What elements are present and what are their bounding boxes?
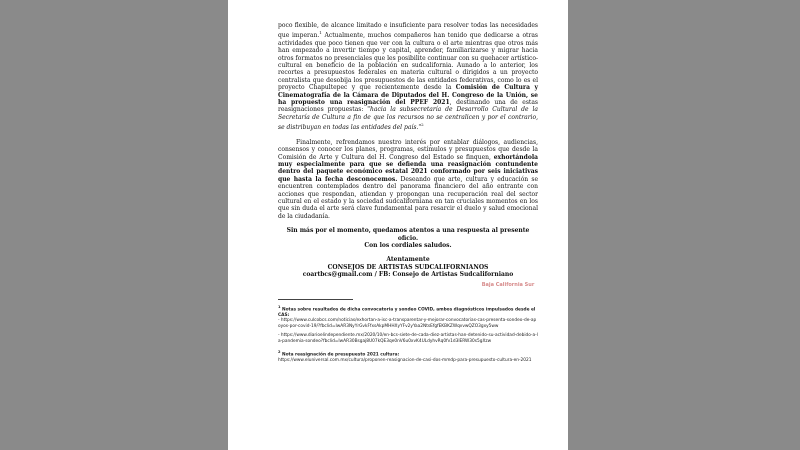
footnote-ref-2: 2 (421, 122, 424, 128)
footnote-ref-1: 1 (319, 30, 322, 36)
document-page (228, 0, 568, 450)
footnote-2-link[interactable]: https://www.eluniversal.com.mx/cultura/proponen-reasignacion-de-casi-dos-mmdp-para-presupuesto-cultura-en-2021 (278, 357, 532, 363)
watermark: Baja California Sur (481, 282, 535, 288)
closing-line-2: Con los cordiales saludos. (364, 241, 452, 249)
signature-organization: CONSEJOS DE ARTISTAS SUDCALIFORNIANOS (327, 263, 489, 271)
signature-greeting: Atentamente (386, 256, 430, 264)
footnote-divider (278, 299, 353, 300)
footnote-1-heading: $^1$ Notas sobre resultados de dicha convocatoria y sondeo COVID, ambos diagnósticos impulsados desde el CAS: (278, 304, 536, 318)
background-left (0, 0, 228, 450)
background-right (568, 0, 800, 450)
paragraph-1: poco flexible, de alcance limitado e insuficiente para resolver todas las necesidades que imperan.$^1$ Actualmente, muchos compañeros han tenido que dedicarse a otras actividades que poco tienen que ver con la cultura o el arte mientras que otros más han empezado a invertir tiempo y capital, aprender, familiarizarse y migrar hacia otros formatos no presenciales que les posibilite continuar con su quehacer artístico-cultural en beneficio de la población en sudcalifornia. Aunado a lo anterior, los recortes a presupuestos federales en materia cultural o dirigidos a un proyecto centralista que desobija los presupuestos de las entidades federativas, como lo es el proyecto Chapultepec y que recientemente desde la Comisión de Cultura y Cinematografía de la Cámara de Diputados del H. Congreso de la Unión, se ha propuesto una reasignación del PPEF 2021, destinando una de estas reasignaciones propuestas: "hacia la subsecretaría de Desarrollo Cultural de la Secretaría de Cultura a fin de que los recursos no se centralicen y por el contrario, se distribuyan en todas las entidades del país."$^2$ (278, 22, 538, 132)
footnote-2-heading: $^2$ Nota reasignación de presupuesto 2021 cultura: (278, 349, 400, 357)
footnote-1-link-1[interactable]: - https://www.culcobcs.com/noticias/exhortan-a-isc-a-transparentar-y-mejorar-convocatorias-cas-presenta-sondeo-de-apoyos-por-covid-19/?fbclid=IwAR3NyYrGvkFfxsAkpMHHXyYFv2yYaa2NtsEfgfEKBKZWqvvwQZO3gxy5ww (278, 318, 537, 329)
signature-contact: coartbcs@gmail.com / FB: Consejo de Artistas Sudcaliforniano (302, 271, 514, 279)
paragraph-2: Finalmente, refrendamos nuestro interés por entablar diálogos, audiencias, consensos y conocer los planes, programas, estímulos y presupuestos que desde la Comisión de Arte y Cultura del H. Congreso del Estado se finquen, exhortándola muy especialmente para que se defienda una reasignación contundente dentro del paquete económico estatal 2021 conformado por seis iniciativas que hasta la fecha desconocemos. Deseando que arte, cultura y educación se encuentren contemplados dentro del panorama financiero del año entrante con acciones que respondan, atiendan y propongan una recuperación real del sector cultural en el estado y la sociedad sudcaliforniana en tan cruciales momentos en los que sin duda el arte será clave fundamental para resarcir el duelo y salud emocional de la ciudadanía. (278, 138, 539, 220)
closing-line-1: Sin más por el momento, quedamos atentos a una respuesta al presente oficio. (286, 227, 530, 242)
footnote-1-link-2[interactable]: - https://www.diarioelindependiente.mx/2020/10/en-bcs-siete-de-cada-diez-artistas-han-detenido-su-actividad-debido-a-la-pandemia-sondeo?fbclid=IwAR30Bsgaj8U07kQE3qe0nV6u0xvK4ULdyhvRq0fv1d3lERW30s5gXzw (278, 333, 538, 344)
